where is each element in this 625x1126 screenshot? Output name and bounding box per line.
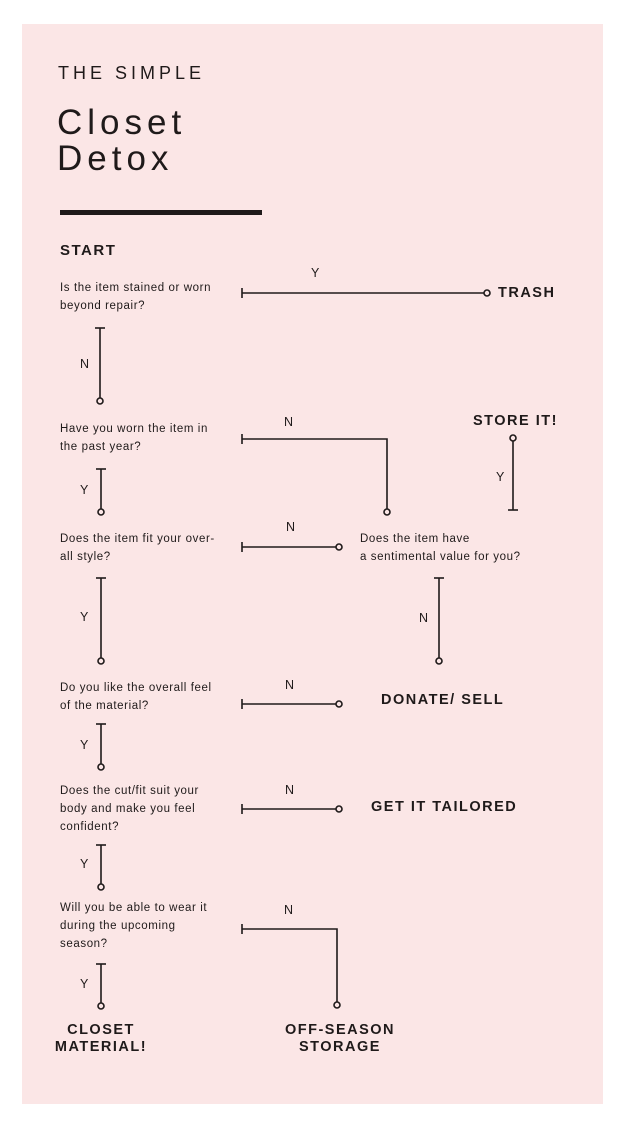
- title-line-2: Detox: [57, 139, 174, 178]
- label-no-q2: N: [284, 415, 294, 429]
- connector-q7-offseason: [242, 929, 337, 1002]
- question-stained: Is the item stained or worn beyond repair?: [60, 282, 212, 312]
- label-no-q7: N: [284, 903, 294, 917]
- outcome-offseason-storage: OFF-SEASON STORAGE: [284, 1022, 396, 1055]
- label-yes-q4: Y: [496, 470, 505, 484]
- outcome-get-tailored: GET IT TAILORED: [371, 799, 518, 815]
- label-no-q6: N: [285, 783, 295, 797]
- outcome-closet-material: CLOSET MATERIAL!: [54, 1022, 148, 1055]
- label-yes-q2: Y: [80, 483, 89, 497]
- question-worn-past-year: Have you worn the item in the past year?: [60, 423, 208, 453]
- label-no-q4: N: [419, 611, 429, 625]
- question-fit-style: Does the item fit your over- all style?: [60, 533, 215, 563]
- label-yes-q5: Y: [80, 738, 89, 752]
- label-no-q1: N: [80, 357, 90, 371]
- label-no-q5: N: [285, 678, 295, 692]
- label-yes-q1: Y: [311, 266, 320, 280]
- label-yes-q6: Y: [80, 857, 89, 871]
- question-material: Do you like the overall feel of the material?: [60, 682, 212, 712]
- header-kicker: THE SIMPLE: [58, 63, 206, 83]
- start-label: START: [60, 242, 117, 259]
- question-sentimental: Does the item have a sentimental value for you?: [360, 533, 521, 563]
- connector-q2-q4: [242, 439, 387, 509]
- title-line-1: Closet: [57, 103, 187, 142]
- label-no-q3: N: [286, 520, 296, 534]
- outcome-store: STORE IT!: [473, 413, 558, 429]
- question-upcoming-season: Will you be able to wear it during the upcoming season?: [60, 902, 208, 950]
- outcome-donate-sell: DONATE/ SELL: [381, 692, 505, 708]
- label-yes-q3: Y: [80, 610, 89, 624]
- outcome-trash: TRASH: [498, 285, 556, 301]
- question-cut-fit: Does the cut/fit suit your body and make you feel confident?: [60, 785, 199, 833]
- label-yes-q7: Y: [80, 977, 89, 991]
